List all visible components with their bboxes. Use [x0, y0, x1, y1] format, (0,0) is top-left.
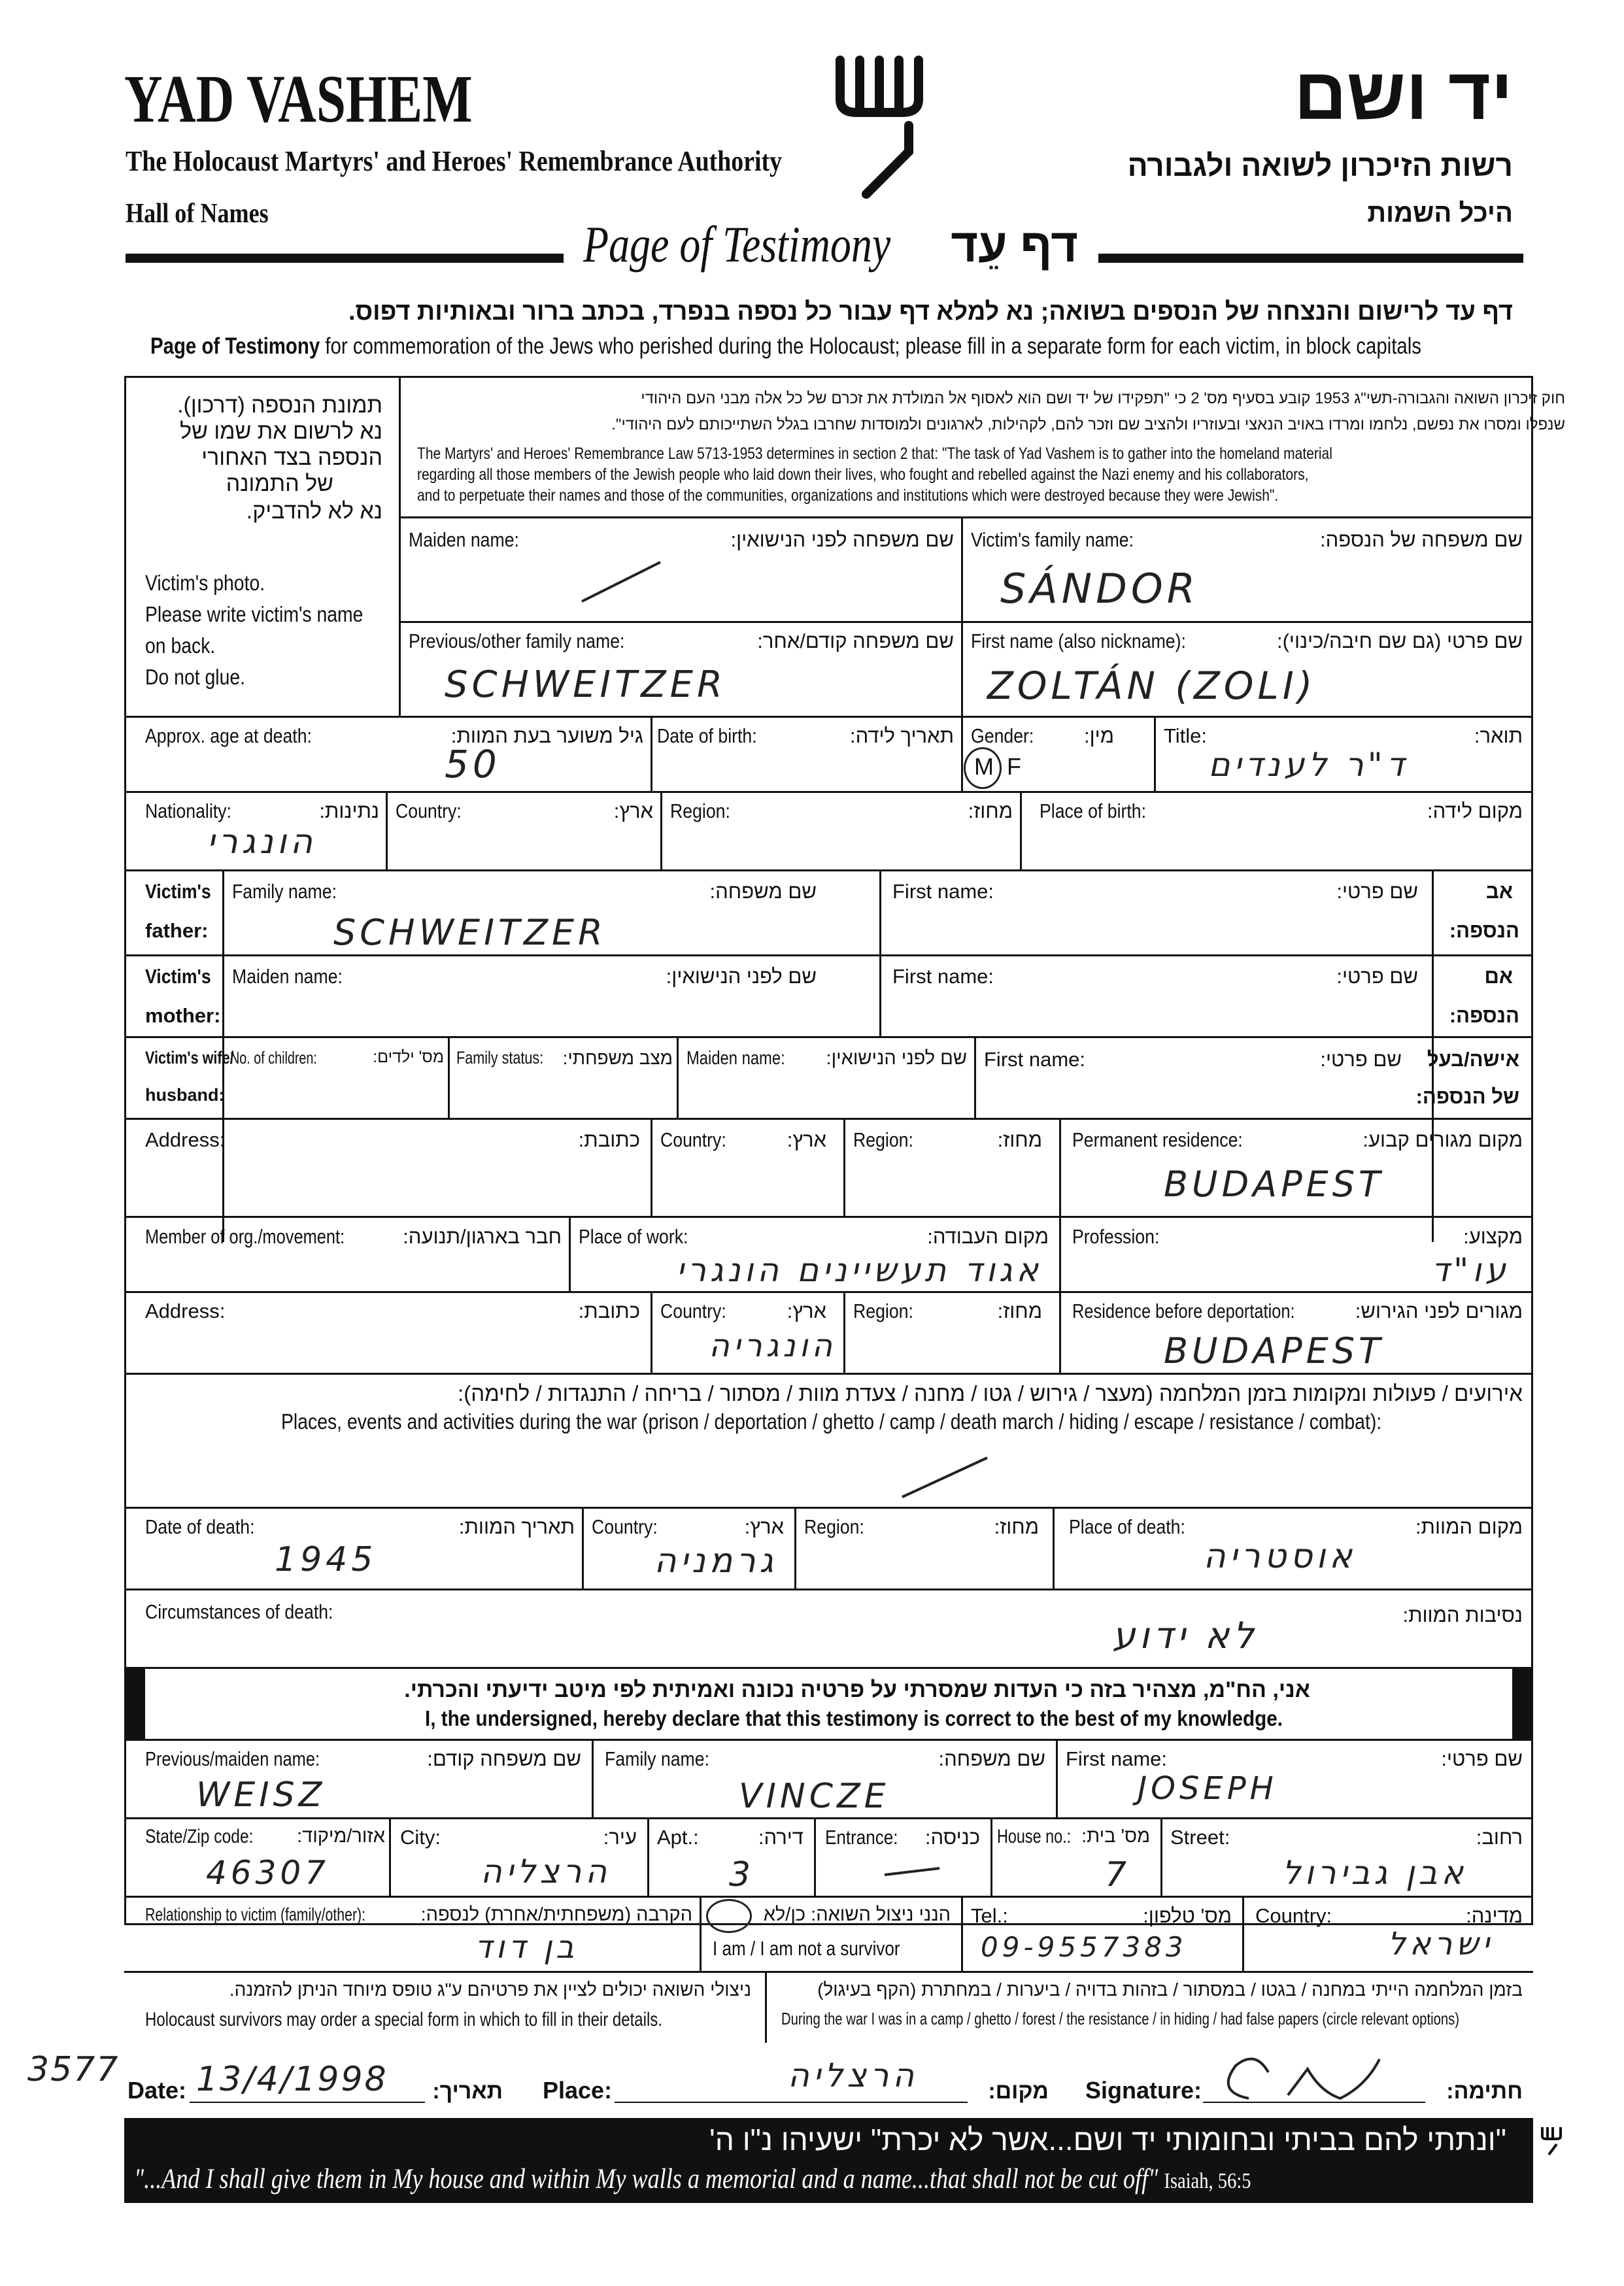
sub-first-value[interactable]: JOSEPH	[1138, 1770, 1277, 1807]
photo-he-3: הנספה בצד האחורי	[201, 445, 382, 470]
death-country-label-he: ארץ:	[744, 1515, 784, 1538]
death-divider-2	[794, 1507, 796, 1588]
instructions-en-bold: Page of Testimony	[150, 333, 320, 359]
survivor-no-circle	[706, 1899, 752, 1933]
age-divider	[651, 716, 652, 791]
place-label: Place:	[543, 2077, 613, 2104]
rel-divider-3	[1242, 1896, 1244, 1971]
house-label-he: מס' בית:	[1081, 1826, 1150, 1847]
res-divider-2	[843, 1291, 845, 1373]
sub-country-value[interactable]: ישראל	[1387, 1926, 1493, 1962]
rel-divider-1	[700, 1896, 702, 1971]
sub-first-label: First name:	[1066, 1747, 1168, 1770]
events-dash	[896, 1451, 994, 1504]
mother-fname-label: First name:	[892, 965, 994, 988]
podeath-label: Place of death:	[1069, 1515, 1185, 1538]
sub-family-label: Family name:	[605, 1747, 710, 1770]
instructions-he: דף עד לרישום והנצחה של הנספים בשואה; נא למלא דף עבור כל נספה בנפרד, בכתב ברור ובאותיות דפוס.	[348, 298, 1513, 326]
org-subtitle-he: רשות הזיכרון לשואה ולגבורה	[1127, 148, 1513, 182]
row1-bottom	[399, 621, 1533, 623]
family-label: Victim's family name:	[971, 528, 1134, 551]
res-divider-1	[651, 1291, 652, 1373]
mother-maiden-label-he: שם לפני הנישואין:	[666, 965, 817, 988]
wife-he-2: של הנספה:	[1415, 1085, 1519, 1108]
father-family-value[interactable]: SCHWEITZER	[333, 912, 607, 953]
wife-he-1: אישה/בעל	[1427, 1048, 1519, 1071]
mother-bottom	[124, 1036, 1533, 1038]
sub-addr-bottom	[124, 1896, 1533, 1898]
entrance-dash	[879, 1857, 945, 1883]
instructions-en-text: for commemoration of the Jews who perished during the Holocaust; please fill in a separate form for each victim, in block capitals	[320, 333, 1421, 359]
declaration-left-bar	[124, 1667, 145, 1739]
addr-country-label: Country:	[660, 1128, 726, 1151]
gender-male-circle	[964, 747, 1002, 789]
family-label-he: שם משפחה של הנספה:	[1319, 528, 1523, 551]
death-divider-3	[1053, 1507, 1055, 1588]
photo-he-2: נא לרשום את שמו של	[180, 419, 382, 444]
addr-country-label-he: ארץ:	[787, 1128, 826, 1151]
law-en-3: and to perpetuate their names and those of the communities, organizations and institutions which were destroyed because they were Jewish".	[417, 486, 1279, 505]
date-value[interactable]: 13/4/1998	[196, 2060, 388, 2099]
row2-bottom	[124, 716, 1533, 718]
photo-en-1: Victim's photo.	[145, 571, 265, 595]
dob-label: Date of birth:	[657, 724, 757, 747]
sub-addr-divider-3	[814, 1817, 816, 1896]
law-he-1: חוק זיכרון השואה והגבורה-תשי"ג 1953 קובע בסעיף מס' 2 כי "תפקידו של יד ושם הוא לאסוף אל המולדת את זכרם של כל אלה מבני העם היהודי	[641, 390, 1565, 407]
member-label: Member of org./movement:	[145, 1225, 345, 1248]
entrance-label-he: כניסה:	[924, 1826, 980, 1849]
nat-label-he: נתינות:	[319, 799, 379, 822]
podeath-label-he: מקום המוות:	[1415, 1515, 1523, 1538]
footer-quote-he: "ונתתי להם בביתי ובחומותי יד ושם...אשר לא יכרת" ישעיהו נ"ו ה'	[709, 2123, 1506, 2157]
survivors-note-en: Holocaust survivors may order a special form in which to fill in their details.	[145, 2009, 662, 2030]
date-label: Date:	[127, 2077, 187, 2104]
wife-label-1: Victim's wife/	[145, 1048, 234, 1067]
title-label-he: תואר:	[1474, 724, 1523, 747]
age-value[interactable]: 50	[445, 742, 501, 786]
work-divider	[1059, 1216, 1061, 1291]
sub-country-label: Country:	[1255, 1904, 1332, 1927]
resbefore-label: Residence before deportation:	[1072, 1300, 1295, 1322]
circ-label-he: נסיבות המוות:	[1402, 1604, 1523, 1626]
rel-label: Relationship to victim (family/other):	[145, 1904, 366, 1925]
sub-family-label-he: שם משפחה:	[938, 1747, 1045, 1770]
prev-label: Previous/other family name:	[409, 630, 625, 652]
death-country-value[interactable]: גרמניה	[654, 1541, 777, 1581]
title-rule-right	[1098, 254, 1523, 263]
yad-vashem-logo	[827, 54, 932, 204]
sub-prev-value[interactable]: WEISZ	[196, 1775, 326, 1815]
sub-prev-label: Previous/maiden name:	[145, 1747, 320, 1770]
region-label-he: מחוז:	[968, 799, 1013, 822]
sub-name-bottom	[124, 1817, 1533, 1819]
zip-label-he: אזור/מיקוד:	[297, 1826, 385, 1847]
addr-divider-3	[1059, 1118, 1061, 1216]
addr-region-label: Region:	[853, 1128, 913, 1151]
photo-box-divider	[399, 376, 401, 716]
tel-label: Tel.:	[971, 1904, 1008, 1927]
death-place-value[interactable]: אוסטריה	[1203, 1537, 1356, 1576]
apt-value[interactable]: 3	[729, 1855, 755, 1894]
nat-label: Nationality:	[145, 799, 231, 822]
tel-label-he: מס' טלפון:	[1143, 1904, 1232, 1927]
mother-label-1: Victim's	[145, 965, 211, 988]
wife-fname-label-he: שם פרטי:	[1320, 1048, 1402, 1071]
father-fname-label-he: שם פרטי:	[1336, 880, 1418, 903]
events-label-he: אירועים / פעולות ומקומות בזמן המלחמה (מעצר / גירוש / גטו / מחנה / צעדת מוות / מסתור / בריחה / התנגדות / לחימה):	[458, 1381, 1523, 1405]
footer-logo-icon	[1540, 2125, 1563, 2157]
workplace-value[interactable]: אגוד תעשיינים הונגרי	[676, 1251, 1042, 1289]
footer-quote-en	[134, 2165, 1251, 2193]
signature-label: Signature:	[1085, 2077, 1202, 2104]
maiden-label-he: שם משפחה לפני הנישואין:	[730, 528, 954, 551]
rel-bottom	[124, 1971, 1533, 1973]
country-label-he: ארץ:	[613, 799, 653, 822]
status-label: Family status:	[456, 1048, 544, 1067]
declaration-en: I, the undersigned, hereby declare that this testimony is correct to the best of my knowledge.	[425, 1706, 1283, 1730]
region-divider	[1020, 791, 1022, 869]
resbefore-label-he: מגורים לפני הגירוש:	[1355, 1300, 1523, 1322]
title-rule-left	[126, 254, 564, 263]
status-label-he: מצב משפחתי:	[562, 1048, 673, 1068]
res-region-label: Region:	[853, 1300, 913, 1322]
first-name-value[interactable]: ZOLTÁN (ZOLI)	[987, 664, 1317, 708]
mother-label-2: mother:	[145, 1004, 221, 1027]
law-en-1: The Martyrs' and Heroes' Remembrance Law 5713-1953 determines in section 2 that: "The task of Yad Vashem is to gather into the homeland material	[417, 445, 1332, 463]
doc-number: 3577	[27, 2050, 120, 2089]
circ-value[interactable]: לא ידוע	[1112, 1615, 1258, 1657]
member-divider	[569, 1216, 571, 1291]
house-label: House no.:	[997, 1826, 1072, 1847]
rel-value[interactable]: בן דוד	[475, 1929, 578, 1966]
gender-label-he: מין:	[1083, 724, 1114, 747]
street-value[interactable]: אבן גבירול	[1282, 1854, 1467, 1892]
declaration-he: אני, הח"מ, מצהיר בזה כי העדות שמסרתי על פרטיה נכונה ואמיתית לפי מיטב ידיעתי והכרתי.	[404, 1677, 1310, 1702]
father-bottom	[124, 954, 1533, 956]
father-he-2: הנספה:	[1449, 919, 1519, 942]
declaration-right-bar	[1512, 1667, 1533, 1739]
addr-bottom	[124, 1216, 1533, 1218]
signature-scribble[interactable]	[1210, 2046, 1425, 2111]
profession-value[interactable]: עו"ד	[1431, 1251, 1510, 1289]
photo-he-5: נא לא להדביק.	[246, 499, 382, 524]
children-divider	[448, 1036, 450, 1118]
declaration-bottom	[124, 1739, 1533, 1741]
circ-bottom	[124, 1667, 1533, 1669]
maiden-dash	[575, 556, 667, 608]
perm-res-value[interactable]: BUDAPEST	[1164, 1164, 1385, 1205]
dob-divider	[961, 716, 963, 791]
member-label-he: חבר בארגון/תנועה:	[403, 1225, 562, 1248]
work-label: Place of work:	[579, 1225, 688, 1248]
first-label-he: שם פרטי (גם שם חיבה/כינוי):	[1276, 630, 1523, 652]
row3-bottom	[124, 791, 1533, 793]
address2-label: Address:	[145, 1300, 226, 1322]
death-region-label: Region:	[804, 1515, 864, 1538]
title-value[interactable]: ד"ר לענדים	[1208, 746, 1408, 784]
country-label: Country:	[396, 799, 462, 822]
first-label: First name (also nickname):	[971, 630, 1186, 652]
father-mid-divider	[879, 869, 881, 1036]
profession-label-he: מקצוע:	[1463, 1225, 1523, 1248]
rel-label-he: הקרבה (משפחתית/אחרת) לנספה:	[420, 1904, 692, 1925]
law-he-2: שנפלו ומסרו את נפשם, נלחמו ומרדו באויב הנאצי ובעוזריו ולהציב שם וזכר להם, לקהילות, לארגונים ולמוסדות שחרבו בגלל השתייכותם לעם היהודי".	[611, 416, 1565, 433]
address-label-he: כתובת:	[578, 1128, 640, 1151]
children-label: No. of children:	[230, 1048, 317, 1067]
addr-divider-2	[843, 1118, 845, 1216]
dod-label: Date of death:	[145, 1515, 255, 1538]
org-title-he: יד ושם	[1294, 53, 1513, 135]
survivor-label-en[interactable]: I am / I am not a survivor	[713, 1937, 900, 1960]
org-subtitle-en: The Holocaust Martyrs' and Heroes' Remembrance Authority	[126, 145, 783, 177]
city-value[interactable]: הרצליה	[481, 1853, 611, 1891]
children-label-he: מס' ילדים:	[373, 1048, 444, 1066]
war-note-en: During the war I was in a camp / ghetto / forest / the resistance / in hiding / had false papers (circle relevant options)	[781, 2009, 1460, 2028]
wife-fname-label: First name:	[984, 1048, 1086, 1071]
region-label: Region:	[670, 799, 730, 822]
mother-maiden-label: Maiden name:	[232, 965, 343, 988]
wife-label-2: husband:	[145, 1085, 225, 1105]
res-bottom	[124, 1373, 1533, 1375]
row1-divider	[961, 516, 963, 716]
country-divider	[660, 791, 662, 869]
sub-addr-divider-4	[990, 1817, 992, 1896]
war-note-he: בזמן המלחמה הייתי במחנה / בגטו / במסתור / בזהות בדויה / ביערות / במחתרת (הקף בעיגול)	[817, 1979, 1523, 2000]
father-he-1: אב	[1486, 880, 1513, 903]
entrance-label: Entrance:	[825, 1826, 898, 1849]
address2-label-he: כתובת:	[578, 1300, 640, 1322]
city-label-he: עיר:	[603, 1826, 637, 1849]
addr-region-label-he: מחוז:	[997, 1128, 1042, 1151]
title-label: Title:	[1164, 724, 1208, 747]
father-label-1: Victim's	[145, 880, 211, 903]
addr-divider-1	[651, 1118, 652, 1216]
gender-options[interactable]: M F	[974, 753, 1021, 780]
nationality-value[interactable]: הונגרי	[207, 822, 316, 862]
sub-name-divider-2	[1056, 1739, 1058, 1817]
sub-addr-divider-1	[389, 1817, 391, 1896]
place-underline	[615, 2102, 968, 2103]
survivors-note-he: ניצולי השואה יכולים לציין את פרטיהם ע"ג טופס מיוחד הניתן להזמנה.	[229, 1979, 751, 2000]
mother-he-2: הנספה:	[1449, 1004, 1519, 1027]
tel-value[interactable]: 09-9557383	[981, 1931, 1187, 1963]
house-value[interactable]: 7	[1105, 1855, 1131, 1894]
photo-en-4: Do not glue.	[145, 665, 246, 689]
survivor-label-he: הנני ניצול השואה: כן/לא	[763, 1904, 951, 1925]
wife-bottom	[124, 1118, 1533, 1120]
death-date-value[interactable]: 1945	[275, 1540, 377, 1579]
footer-quote-text: "...And I shall give them in My house and within My walls a memorial and a name...that shall not be cut off"	[134, 2164, 1159, 2194]
pob-label: Place of birth:	[1040, 799, 1147, 822]
law-en-2: regarding all those members of the Jewish people who laid down their lives, who fought and rebelled against the Nazi enemy and his collaborators,	[417, 465, 1309, 484]
law-bottom-rule	[399, 516, 1533, 518]
death-region-label-he: מחוז:	[994, 1515, 1039, 1538]
wmaiden-label-he: שם לפני הנישואין:	[826, 1048, 967, 1069]
row4-bottom	[124, 869, 1533, 871]
sub-family-value[interactable]: VINCZE	[739, 1777, 890, 1816]
father-fname-label: First name:	[892, 880, 994, 903]
age-label-he: גיל משוער בעת המוות:	[450, 724, 643, 747]
instructions-en	[150, 335, 1421, 358]
photo-he-1: תמונת הנספה (דרכון).	[177, 393, 382, 418]
pob-label-he: מקום לידה:	[1427, 799, 1523, 822]
maiden-label: Maiden name:	[409, 528, 519, 551]
mother-fname-label-he: שם פרטי:	[1336, 965, 1418, 988]
org-title-en: YAD VASHEM	[124, 61, 473, 137]
zip-label: State/Zip code:	[145, 1826, 254, 1847]
resbefore-value[interactable]: BUDAPEST	[1164, 1330, 1385, 1371]
hall-of-names-en: Hall of Names	[126, 199, 269, 229]
sub-name-divider-1	[592, 1739, 594, 1817]
deport-country-value[interactable]: הונגריה	[709, 1328, 836, 1364]
events-bottom	[124, 1507, 1533, 1509]
place-label-he: מקום:	[988, 2079, 1049, 2104]
photo-en-2: Please write victim's name	[145, 602, 364, 626]
hall-of-names-he: היכל השמות	[1367, 199, 1513, 227]
prev-label-he: שם משפחה קודם/אחר:	[757, 630, 954, 652]
circ-label: Circumstances of death:	[145, 1600, 333, 1623]
dob-label-he: תאריך לידה:	[849, 724, 954, 747]
age-label: Approx. age at death:	[145, 724, 312, 747]
death-bottom	[124, 1588, 1533, 1590]
apt-label: Apt.:	[657, 1826, 699, 1849]
page-title-en: Page of Testimony	[583, 216, 891, 273]
dod-label-he: תאריך המוות:	[458, 1515, 575, 1538]
father-famname-label: Family name:	[232, 880, 337, 903]
gender-divider	[1154, 716, 1156, 791]
place-value[interactable]: הרצליה	[788, 2057, 918, 2094]
date-label-he: תאריך:	[432, 2079, 503, 2104]
nat-divider	[386, 791, 388, 869]
res-divider-3	[1059, 1291, 1061, 1373]
wmaiden-label: Maiden name:	[686, 1048, 785, 1069]
sub-country-label-he: מדינה:	[1466, 1904, 1523, 1927]
status-divider	[677, 1036, 679, 1118]
wmaiden-divider	[974, 1036, 976, 1118]
city-label: City:	[400, 1826, 441, 1849]
zip-value[interactable]: 46307	[206, 1854, 330, 1892]
mother-he-1: אם	[1484, 965, 1513, 988]
photo-box	[124, 376, 399, 716]
father-famname-label-he: שם משפחה:	[709, 880, 817, 903]
perm-label: Permanent residence:	[1072, 1128, 1243, 1151]
sub-first-label-he: שם פרטי:	[1441, 1747, 1523, 1770]
work-label-he: מקום העבודה:	[927, 1225, 1049, 1248]
photo-he-4: של התמונה	[226, 471, 333, 496]
street-label-he: רחוב:	[1476, 1826, 1523, 1849]
res-region-label-he: מחוז:	[997, 1300, 1042, 1322]
sub-addr-divider-5	[1160, 1817, 1162, 1896]
date-underline	[190, 2102, 425, 2103]
apt-label-he: דירה:	[758, 1826, 804, 1849]
perm-label-he: מקום מגורים קבוע:	[1362, 1128, 1523, 1151]
notes-divider	[765, 1971, 767, 2043]
death-divider-1	[582, 1507, 584, 1588]
street-label: Street:	[1170, 1826, 1230, 1849]
gender-label: Gender:	[971, 724, 1034, 747]
rel-divider-2	[961, 1896, 963, 1971]
page-title-he: דף עֵד	[951, 220, 1078, 272]
member-bottom	[124, 1291, 1533, 1293]
profession-label: Profession:	[1072, 1225, 1160, 1248]
death-country-label: Country:	[592, 1515, 658, 1538]
address-label: Address:	[145, 1128, 226, 1151]
res-country-label: Country:	[660, 1300, 726, 1322]
signature-label-he: חתימה:	[1446, 2079, 1523, 2104]
family-name-value[interactable]: SÁNDOR	[1000, 565, 1199, 613]
sub-prev-label-he: שם משפחה קודם:	[427, 1747, 581, 1770]
prev-name-value[interactable]: SCHWEITZER	[445, 664, 726, 706]
father-label-2: father:	[145, 919, 209, 942]
sub-addr-divider-2	[647, 1817, 649, 1896]
res-country-label-he: ארץ:	[787, 1300, 826, 1322]
footer-quote-ref: Isaiah, 56:5	[1164, 2169, 1251, 2193]
photo-en-3: on back.	[145, 633, 216, 658]
events-label-en: Places, events and activities during the war (prison / deportation / ghetto / camp / death march / hiding / escape / resistance / combat):	[281, 1409, 1382, 1434]
